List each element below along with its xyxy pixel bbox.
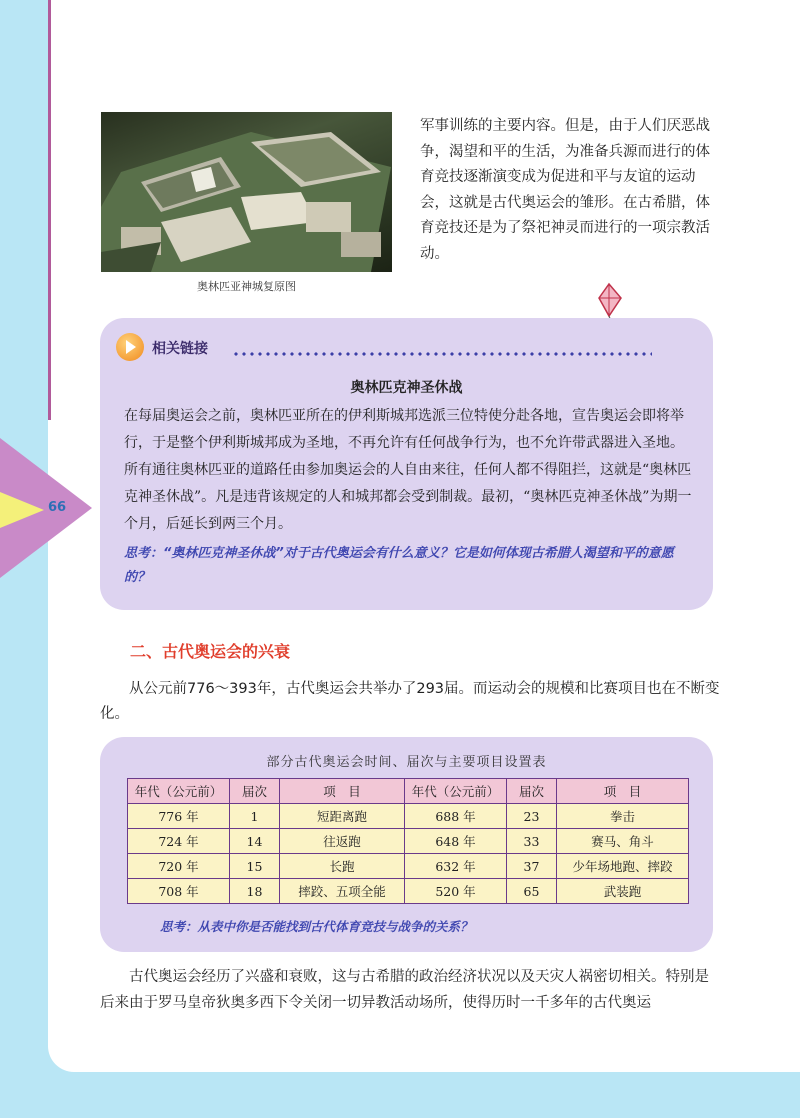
table-row xyxy=(128,854,689,879)
table-cell: 18 xyxy=(230,879,280,904)
table-cell: 65 xyxy=(507,879,557,904)
paragraph-2: 古代奥运会经历了兴盛和衰败，这与古希腊的政治经济状况以及天灾人祸密切相关。特别是后来由于罗马皇帝狄奥多西下令关闭一切异教活动场所，使得历时一千多年的古代奥运 xyxy=(100,969,709,1011)
table-title: 部分古代奥运会时间、届次与主要项目设置表 xyxy=(266,755,547,770)
table-cell: 短距离跑 xyxy=(280,804,405,829)
table-cell: 15 xyxy=(230,854,280,879)
related-link-heading: 奥林匹克神圣休战 xyxy=(350,380,463,396)
table-header: 届次 xyxy=(230,779,280,804)
table-cell: 724 年 xyxy=(128,829,230,854)
olympia-model-illustration xyxy=(101,112,392,272)
table-row xyxy=(128,829,689,854)
table-cell: 赛马、角斗 xyxy=(557,829,689,854)
table-cell: 520 年 xyxy=(405,879,507,904)
section-title: 二、古代奥运会的兴衰 xyxy=(130,642,291,661)
table-header: 年代（公元前） xyxy=(128,779,230,804)
table-row xyxy=(128,879,689,904)
intro-paragraph: 军事训练的主要内容。但是，由于人们厌恶战争，渴望和平的生活，为准备兵源而进行的体育竞技逐渐演变成为促进和平与友谊的运动会，这就是古代奥运会的雏形。在古希腊，体育竞技还是为了祭祀神灵而进行的一项宗教活动。 xyxy=(420,118,710,262)
table-header-row xyxy=(128,779,689,804)
table-cell: 拳击 xyxy=(557,804,689,829)
table-cell: 776 年 xyxy=(128,804,230,829)
page-tab-yellow xyxy=(0,492,44,528)
table-cell: 武装跑 xyxy=(557,879,689,904)
table-cell: 632 年 xyxy=(405,854,507,879)
play-icon-triangle xyxy=(126,340,136,354)
paragraph-1: 从公元前776～393年，古代奥运会共举办了293届。而运动会的规模和比赛项目也在不断变化。 xyxy=(100,681,720,722)
table-header: 年代（公元前） xyxy=(405,779,507,804)
table-cell: 23 xyxy=(507,804,557,829)
related-link-think: 思考：“奥林匹克神圣休战”对于古代奥运会有什么意义？它是如何体现古希腊人渴望和平的意愿的？ xyxy=(124,546,674,585)
dotted-divider xyxy=(232,352,652,356)
table-header: 项 目 xyxy=(557,779,689,804)
olympics-table xyxy=(127,778,689,904)
photo-caption: 奥林匹亚神城复原图 xyxy=(197,280,296,293)
table-header: 项 目 xyxy=(280,779,405,804)
table-cell: 1 xyxy=(230,804,280,829)
related-link-body: 在每届奥运会之前，奥林匹亚所在的伊利斯城邦选派三位特使分赴各地，宣告奥运会即将举行，于是整个伊利斯城邦成为圣地，不再允许有任何战争行为，也不允许带武器进入圣地。所有通往奥林匹亚的道路任由参加奥运会的人自由来往，任何人都不得阻拦，这就是“奥林匹克神圣休战”。凡是违背该规定的人和城邦都会受到制裁。最初，“奥林匹克神圣休战”为期一个月，后延长到两三个月。 xyxy=(124,408,692,532)
table-row xyxy=(128,804,689,829)
table-cell: 33 xyxy=(507,829,557,854)
table-header: 届次 xyxy=(507,779,557,804)
table-cell: 720 年 xyxy=(128,854,230,879)
table-cell: 688 年 xyxy=(405,804,507,829)
table-cell: 摔跤、五项全能 xyxy=(280,879,405,904)
table-cell: 长跑 xyxy=(280,854,405,879)
related-link-label: 相关链接 xyxy=(152,341,208,357)
table-cell: 少年场地跑、摔跤 xyxy=(557,854,689,879)
table-cell: 37 xyxy=(507,854,557,879)
table-think: 思考：从表中你是否能找到古代体育竞技与战争的关系？ xyxy=(160,919,473,934)
table-cell: 648 年 xyxy=(405,829,507,854)
table-cell: 708 年 xyxy=(128,879,230,904)
margin-line xyxy=(48,0,51,420)
olympia-model-photo xyxy=(101,112,392,272)
table-cell: 往返跑 xyxy=(280,829,405,854)
page-number: 66 xyxy=(48,500,67,515)
table-cell: 14 xyxy=(230,829,280,854)
